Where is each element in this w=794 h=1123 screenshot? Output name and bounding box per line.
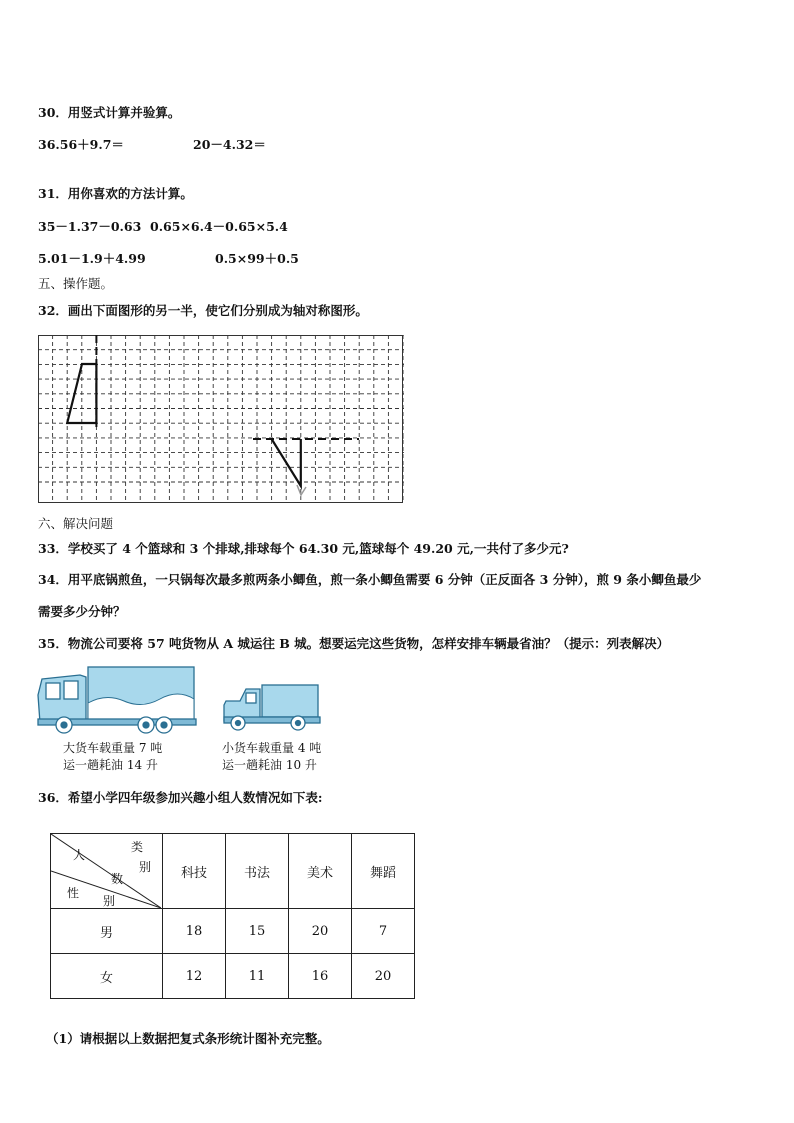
column-header: 书法 — [226, 834, 289, 909]
q33-text: 33．学校买了 4 个篮球和 3 个排球,排球每个 64.30 元,篮球每个 49.20 元,一共付了多少元? — [38, 541, 569, 556]
column-header: 美术 — [289, 834, 352, 909]
q35-title: 35．物流公司要将 57 吨货物从 A 城运往 B 城。想要运完这些货物，怎样安排车辆最省油？（提示：列表解决） — [38, 636, 670, 651]
corner-label-ren: 人 — [73, 848, 86, 862]
corner-label-lei: 类 — [131, 840, 144, 854]
interest-group-table — [50, 833, 415, 999]
small-truck-icon — [224, 685, 320, 730]
q34-line-1: 34．用平底锅煎鱼，一只锅每次最多煎两条小鲫鱼，煎一条小鲫鱼需要 6 分钟（正反面各 3 分钟），煎 9 条小鲫鱼最少 — [38, 572, 702, 587]
table-cell: 20 — [289, 909, 352, 954]
grid-lines — [38, 335, 404, 503]
small-truck-fuel: 运一趟耗油 10 升 — [222, 758, 317, 772]
table-cell: 11 — [226, 954, 289, 999]
big-truck-icon — [38, 667, 196, 733]
trucks-illustration — [36, 665, 336, 737]
q31-expr-1: 35－1.37－0.63 — [38, 219, 142, 234]
corner-label-shu: 数 — [111, 872, 124, 886]
q31-expr-3: 5.01－1.9＋4.99 — [38, 251, 146, 266]
corner-label-xing: 性 — [67, 886, 80, 900]
q34-line-2: 需要多少分钟？ — [38, 604, 126, 619]
table-cell: 16 — [289, 954, 352, 999]
symmetry-grid — [38, 335, 404, 503]
row-label: 男 — [51, 909, 163, 954]
column-header: 科技 — [163, 834, 226, 909]
corner-label-bie-2: 别 — [103, 894, 116, 908]
section-5-heading: 五、操作题。 — [38, 276, 114, 291]
q30-expr-2: 20－4.32＝ — [193, 137, 266, 152]
table-corner-cell — [51, 834, 163, 909]
q36-title: 36．希望小学四年级参加兴趣小组人数情况如下表: — [38, 790, 323, 805]
table-cell: 18 — [163, 909, 226, 954]
big-truck-capacity: 大货车载重量 7 吨 — [63, 741, 163, 755]
small-truck-capacity: 小货车载重量 4 吨 — [222, 741, 322, 755]
big-truck-fuel: 运一趟耗油 14 升 — [63, 758, 158, 772]
q32-title: 32．画出下面图形的另一半，使它们分别成为轴对称图形。 — [38, 303, 368, 318]
table-cell: 7 — [352, 909, 415, 954]
q31-title: 31．用你喜欢的方法计算。 — [38, 186, 193, 201]
section-6-heading: 六、解决问题 — [38, 516, 114, 531]
q31-expr-2: 0.65×6.4－0.65×5.4 — [150, 219, 288, 234]
table-cell: 20 — [352, 954, 415, 999]
table-cell: 15 — [226, 909, 289, 954]
row-label: 女 — [51, 954, 163, 999]
table-row — [51, 909, 415, 954]
q36-part-1: （1）请根据以上数据把复式条形统计图补充完整。 — [46, 1031, 330, 1046]
grid-border — [39, 336, 403, 503]
table-row — [51, 954, 415, 999]
q31-expr-4: 0.5×99＋0.5 — [215, 251, 299, 266]
q30-expr-1: 36.56＋9.7＝ — [38, 137, 124, 152]
corner-label-bie-1: 别 — [139, 860, 152, 874]
q30-title: 30．用竖式计算并验算。 — [38, 105, 181, 120]
table-cell: 12 — [163, 954, 226, 999]
column-header: 舞蹈 — [352, 834, 415, 909]
